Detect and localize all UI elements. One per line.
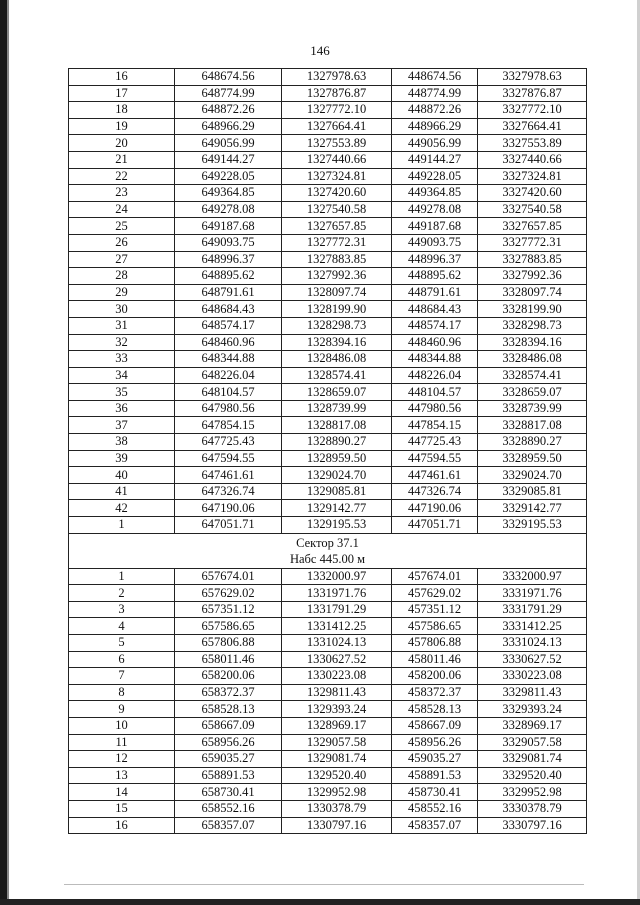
table-row	[69, 251, 587, 268]
x2-coord-cell: 447190.06	[392, 500, 478, 517]
x2-coord-cell: 449278.08	[392, 201, 478, 218]
y-coord-cell: 1328659.07	[282, 384, 392, 401]
table-row	[69, 701, 587, 718]
point-number-cell: 29	[69, 284, 175, 301]
point-number-cell: 27	[69, 251, 175, 268]
x2-coord-cell: 448895.62	[392, 268, 478, 285]
point-number-cell: 13	[69, 767, 175, 784]
y2-coord-cell: 3327876.87	[478, 85, 587, 102]
table-row	[69, 450, 587, 467]
x-coord-cell: 657674.01	[175, 568, 282, 585]
table-row	[69, 517, 587, 534]
point-number-cell: 24	[69, 201, 175, 218]
point-number-cell: 41	[69, 483, 175, 500]
y2-coord-cell: 3329393.24	[478, 701, 587, 718]
x-coord-cell: 648895.62	[175, 268, 282, 285]
y2-coord-cell: 3331412.25	[478, 618, 587, 635]
x2-coord-cell: 449187.68	[392, 218, 478, 235]
x2-coord-cell: 447725.43	[392, 434, 478, 451]
y-coord-cell: 1327772.10	[282, 102, 392, 119]
x-coord-cell: 648996.37	[175, 251, 282, 268]
table-row	[69, 651, 587, 668]
x-coord-cell: 648674.56	[175, 69, 282, 86]
y2-coord-cell: 3329081.74	[478, 751, 587, 768]
table-row	[69, 234, 587, 251]
table-row	[69, 317, 587, 334]
table-row	[69, 185, 587, 202]
y2-coord-cell: 3331971.76	[478, 585, 587, 602]
y-coord-cell: 1328817.08	[282, 417, 392, 434]
y2-coord-cell: 3331791.29	[478, 601, 587, 618]
table-row	[69, 817, 587, 834]
page-bottom-rule	[64, 884, 584, 885]
table-row	[69, 668, 587, 685]
x-coord-cell: 648684.43	[175, 301, 282, 318]
x2-coord-cell: 449093.75	[392, 234, 478, 251]
table-row	[69, 367, 587, 384]
x-coord-cell: 658200.06	[175, 668, 282, 685]
y2-coord-cell: 3329057.58	[478, 734, 587, 751]
point-number-cell: 8	[69, 684, 175, 701]
y2-coord-cell: 3331024.13	[478, 635, 587, 652]
table-row	[69, 168, 587, 185]
y2-coord-cell: 3328817.08	[478, 417, 587, 434]
x2-coord-cell: 449056.99	[392, 135, 478, 152]
y2-coord-cell: 3328199.90	[478, 301, 587, 318]
y2-coord-cell: 3327324.81	[478, 168, 587, 185]
y2-coord-cell: 3329142.77	[478, 500, 587, 517]
table-row	[69, 85, 587, 102]
table-row	[69, 268, 587, 285]
y-coord-cell: 1328298.73	[282, 317, 392, 334]
y-coord-cell: 1331971.76	[282, 585, 392, 602]
x2-coord-cell: 448226.04	[392, 367, 478, 384]
x-coord-cell: 648574.17	[175, 317, 282, 334]
table-row	[69, 434, 587, 451]
x-coord-cell: 657806.88	[175, 635, 282, 652]
point-number-cell: 6	[69, 651, 175, 668]
table-row	[69, 467, 587, 484]
point-number-cell: 9	[69, 701, 175, 718]
point-number-cell: 1	[69, 517, 175, 534]
x-coord-cell: 649364.85	[175, 185, 282, 202]
x2-coord-cell: 448684.43	[392, 301, 478, 318]
y-coord-cell: 1329085.81	[282, 483, 392, 500]
table-row	[69, 201, 587, 218]
x-coord-cell: 649093.75	[175, 234, 282, 251]
y-coord-cell: 1331412.25	[282, 618, 392, 635]
table-row	[69, 218, 587, 235]
x-coord-cell: 658730.41	[175, 784, 282, 801]
x2-coord-cell: 447051.71	[392, 517, 478, 534]
y-coord-cell: 1329811.43	[282, 684, 392, 701]
x-coord-cell: 648966.29	[175, 118, 282, 135]
point-number-cell: 1	[69, 568, 175, 585]
x-coord-cell: 647725.43	[175, 434, 282, 451]
page-number: 146	[310, 43, 330, 58]
y2-coord-cell: 3330378.79	[478, 800, 587, 817]
table-row	[69, 102, 587, 119]
point-number-cell: 32	[69, 334, 175, 351]
y-coord-cell: 1328959.50	[282, 450, 392, 467]
x-coord-cell: 648226.04	[175, 367, 282, 384]
x-coord-cell: 647326.74	[175, 483, 282, 500]
table-row	[69, 400, 587, 417]
point-number-cell: 7	[69, 668, 175, 685]
height-label: Набс 445.00 м	[289, 551, 366, 566]
x2-coord-cell: 448966.29	[392, 118, 478, 135]
x2-coord-cell: 457674.01	[392, 568, 478, 585]
x-coord-cell: 658528.13	[175, 701, 282, 718]
y2-coord-cell: 3328739.99	[478, 400, 587, 417]
scan-edge-shadow	[7, 0, 9, 905]
point-number-cell: 19	[69, 118, 175, 135]
point-number-cell: 12	[69, 751, 175, 768]
point-number-cell: 35	[69, 384, 175, 401]
x2-coord-cell: 449144.27	[392, 151, 478, 168]
y2-coord-cell: 3329811.43	[478, 684, 587, 701]
x2-coord-cell: 458956.26	[392, 734, 478, 751]
y2-coord-cell: 3328097.74	[478, 284, 587, 301]
x2-coord-cell: 458011.46	[392, 651, 478, 668]
x-coord-cell: 657629.02	[175, 585, 282, 602]
x-coord-cell: 649228.05	[175, 168, 282, 185]
x-coord-cell: 649187.68	[175, 218, 282, 235]
y-coord-cell: 1327664.41	[282, 118, 392, 135]
sector-header-row	[69, 533, 587, 568]
point-number-cell: 15	[69, 800, 175, 817]
x-coord-cell: 658891.53	[175, 767, 282, 784]
x2-coord-cell: 448104.57	[392, 384, 478, 401]
x2-coord-cell: 447594.55	[392, 450, 478, 467]
table-row	[69, 618, 587, 635]
y2-coord-cell: 3327883.85	[478, 251, 587, 268]
x2-coord-cell: 448574.17	[392, 317, 478, 334]
x-coord-cell: 647051.71	[175, 517, 282, 534]
x2-coord-cell: 448996.37	[392, 251, 478, 268]
y-coord-cell: 1327883.85	[282, 251, 392, 268]
y2-coord-cell: 3328574.41	[478, 367, 587, 384]
y2-coord-cell: 3327978.63	[478, 69, 587, 86]
y-coord-cell: 1327772.31	[282, 234, 392, 251]
point-number-cell: 3	[69, 601, 175, 618]
y-coord-cell: 1328097.74	[282, 284, 392, 301]
y2-coord-cell: 3327440.66	[478, 151, 587, 168]
x-coord-cell: 658956.26	[175, 734, 282, 751]
point-number-cell: 18	[69, 102, 175, 119]
y-coord-cell: 1327978.63	[282, 69, 392, 86]
y2-coord-cell: 3328959.50	[478, 450, 587, 467]
y-coord-cell: 1328890.27	[282, 434, 392, 451]
x-coord-cell: 648872.26	[175, 102, 282, 119]
table-section-b	[69, 568, 587, 834]
y2-coord-cell: 3332000.97	[478, 568, 587, 585]
y-coord-cell: 1327992.36	[282, 268, 392, 285]
x2-coord-cell: 459035.27	[392, 751, 478, 768]
table-row	[69, 568, 587, 585]
coordinates-table	[68, 68, 587, 834]
y2-coord-cell: 3329024.70	[478, 467, 587, 484]
point-number-cell: 25	[69, 218, 175, 235]
point-number-cell: 26	[69, 234, 175, 251]
table-row	[69, 483, 587, 500]
y-coord-cell: 1331791.29	[282, 601, 392, 618]
table-row	[69, 384, 587, 401]
y-coord-cell: 1328739.99	[282, 400, 392, 417]
y-coord-cell: 1327420.60	[282, 185, 392, 202]
x-coord-cell: 657586.65	[175, 618, 282, 635]
x-coord-cell: 648460.96	[175, 334, 282, 351]
x2-coord-cell: 458667.09	[392, 717, 478, 734]
x2-coord-cell: 458372.37	[392, 684, 478, 701]
x2-coord-cell: 458528.13	[392, 701, 478, 718]
x-coord-cell: 658372.37	[175, 684, 282, 701]
y2-coord-cell: 3329520.40	[478, 767, 587, 784]
y2-coord-cell: 3327420.60	[478, 185, 587, 202]
y-coord-cell: 1327540.58	[282, 201, 392, 218]
x-coord-cell: 648104.57	[175, 384, 282, 401]
point-number-cell: 16	[69, 817, 175, 834]
point-number-cell: 34	[69, 367, 175, 384]
x-coord-cell: 648344.88	[175, 351, 282, 368]
x2-coord-cell: 448774.99	[392, 85, 478, 102]
table-row	[69, 151, 587, 168]
table-row	[69, 684, 587, 701]
table-row	[69, 301, 587, 318]
point-number-cell: 30	[69, 301, 175, 318]
y-coord-cell: 1327324.81	[282, 168, 392, 185]
y2-coord-cell: 3327540.58	[478, 201, 587, 218]
y-coord-cell: 1329024.70	[282, 467, 392, 484]
x-coord-cell: 647461.61	[175, 467, 282, 484]
point-number-cell: 10	[69, 717, 175, 734]
x2-coord-cell: 458552.16	[392, 800, 478, 817]
y-coord-cell: 1328969.17	[282, 717, 392, 734]
y2-coord-cell: 3328890.27	[478, 434, 587, 451]
point-number-cell: 36	[69, 400, 175, 417]
point-number-cell: 33	[69, 351, 175, 368]
x2-coord-cell: 447980.56	[392, 400, 478, 417]
x-coord-cell: 648774.99	[175, 85, 282, 102]
x-coord-cell: 647854.15	[175, 417, 282, 434]
sector-header	[69, 533, 587, 568]
x2-coord-cell: 448344.88	[392, 351, 478, 368]
x2-coord-cell: 448872.26	[392, 102, 478, 119]
table-row	[69, 800, 587, 817]
x2-coord-cell: 457351.12	[392, 601, 478, 618]
y-coord-cell: 1332000.97	[282, 568, 392, 585]
y-coord-cell: 1327876.87	[282, 85, 392, 102]
table-row	[69, 767, 587, 784]
sector-label: Сектор 37.1	[296, 535, 359, 550]
x-coord-cell: 649056.99	[175, 135, 282, 152]
y2-coord-cell: 3328659.07	[478, 384, 587, 401]
point-number-cell: 21	[69, 151, 175, 168]
table-row	[69, 751, 587, 768]
point-number-cell: 11	[69, 734, 175, 751]
y-coord-cell: 1331024.13	[282, 635, 392, 652]
y-coord-cell: 1328574.41	[282, 367, 392, 384]
x-coord-cell: 659035.27	[175, 751, 282, 768]
y2-coord-cell: 3330797.16	[478, 817, 587, 834]
point-number-cell: 5	[69, 635, 175, 652]
table-row	[69, 500, 587, 517]
y2-coord-cell: 3327664.41	[478, 118, 587, 135]
point-number-cell: 31	[69, 317, 175, 334]
y2-coord-cell: 3329952.98	[478, 784, 587, 801]
x-coord-cell: 647190.06	[175, 500, 282, 517]
y-coord-cell: 1329952.98	[282, 784, 392, 801]
table-row	[69, 717, 587, 734]
point-number-cell: 39	[69, 450, 175, 467]
x-coord-cell: 658552.16	[175, 800, 282, 817]
x2-coord-cell: 458730.41	[392, 784, 478, 801]
y-coord-cell: 1328394.16	[282, 334, 392, 351]
y-coord-cell: 1329057.58	[282, 734, 392, 751]
x-coord-cell: 649278.08	[175, 201, 282, 218]
x-coord-cell: 658357.07	[175, 817, 282, 834]
table-row	[69, 334, 587, 351]
y2-coord-cell: 3328486.08	[478, 351, 587, 368]
y-coord-cell: 1328199.90	[282, 301, 392, 318]
table-row	[69, 69, 587, 86]
x2-coord-cell: 457586.65	[392, 618, 478, 635]
point-number-cell: 14	[69, 784, 175, 801]
x2-coord-cell: 448791.61	[392, 284, 478, 301]
y-coord-cell: 1330627.52	[282, 651, 392, 668]
x2-coord-cell: 448460.96	[392, 334, 478, 351]
x2-coord-cell: 457806.88	[392, 635, 478, 652]
point-number-cell: 2	[69, 585, 175, 602]
table-row	[69, 601, 587, 618]
y2-coord-cell: 3329085.81	[478, 483, 587, 500]
y-coord-cell: 1329081.74	[282, 751, 392, 768]
x2-coord-cell: 447461.61	[392, 467, 478, 484]
x-coord-cell: 647594.55	[175, 450, 282, 467]
table-row	[69, 734, 587, 751]
table-row	[69, 135, 587, 152]
point-number-cell: 4	[69, 618, 175, 635]
y2-coord-cell: 3328394.16	[478, 334, 587, 351]
table-row	[69, 784, 587, 801]
table-row	[69, 284, 587, 301]
y-coord-cell: 1329142.77	[282, 500, 392, 517]
x2-coord-cell: 447326.74	[392, 483, 478, 500]
y2-coord-cell: 3327657.85	[478, 218, 587, 235]
x-coord-cell: 649144.27	[175, 151, 282, 168]
table-row	[69, 635, 587, 652]
point-number-cell: 37	[69, 417, 175, 434]
y2-coord-cell: 3327553.89	[478, 135, 587, 152]
y2-coord-cell: 3327772.10	[478, 102, 587, 119]
y-coord-cell: 1327657.85	[282, 218, 392, 235]
x2-coord-cell: 458891.53	[392, 767, 478, 784]
table-section-a	[69, 69, 587, 534]
table-row	[69, 417, 587, 434]
point-number-cell: 42	[69, 500, 175, 517]
y2-coord-cell: 3327772.31	[478, 234, 587, 251]
x-coord-cell: 658011.46	[175, 651, 282, 668]
x2-coord-cell: 448674.56	[392, 69, 478, 86]
x2-coord-cell: 449364.85	[392, 185, 478, 202]
y2-coord-cell: 3330223.08	[478, 668, 587, 685]
point-number-cell: 20	[69, 135, 175, 152]
point-number-cell: 16	[69, 69, 175, 86]
x2-coord-cell: 457629.02	[392, 585, 478, 602]
x-coord-cell: 648791.61	[175, 284, 282, 301]
y-coord-cell: 1327553.89	[282, 135, 392, 152]
y-coord-cell: 1330378.79	[282, 800, 392, 817]
y-coord-cell: 1329195.53	[282, 517, 392, 534]
x2-coord-cell: 447854.15	[392, 417, 478, 434]
point-number-cell: 23	[69, 185, 175, 202]
x-coord-cell: 657351.12	[175, 601, 282, 618]
y-coord-cell: 1328486.08	[282, 351, 392, 368]
sector-label-cell	[69, 533, 587, 568]
table-row	[69, 118, 587, 135]
y-coord-cell: 1329393.24	[282, 701, 392, 718]
y-coord-cell: 1330797.16	[282, 817, 392, 834]
x-coord-cell: 647980.56	[175, 400, 282, 417]
x-coord-cell: 658667.09	[175, 717, 282, 734]
scan-edge-left	[0, 0, 7, 905]
y-coord-cell: 1330223.08	[282, 668, 392, 685]
point-number-cell: 38	[69, 434, 175, 451]
y2-coord-cell: 3329195.53	[478, 517, 587, 534]
y-coord-cell: 1327440.66	[282, 151, 392, 168]
x2-coord-cell: 458357.07	[392, 817, 478, 834]
y2-coord-cell: 3327992.36	[478, 268, 587, 285]
point-number-cell: 28	[69, 268, 175, 285]
y-coord-cell: 1329520.40	[282, 767, 392, 784]
point-number-cell: 40	[69, 467, 175, 484]
y2-coord-cell: 3330627.52	[478, 651, 587, 668]
x2-coord-cell: 449228.05	[392, 168, 478, 185]
point-number-cell: 22	[69, 168, 175, 185]
x2-coord-cell: 458200.06	[392, 668, 478, 685]
y2-coord-cell: 3328298.73	[478, 317, 587, 334]
table-row	[69, 351, 587, 368]
y2-coord-cell: 3328969.17	[478, 717, 587, 734]
table-row	[69, 585, 587, 602]
scan-edge-bottom	[0, 899, 640, 905]
point-number-cell: 17	[69, 85, 175, 102]
